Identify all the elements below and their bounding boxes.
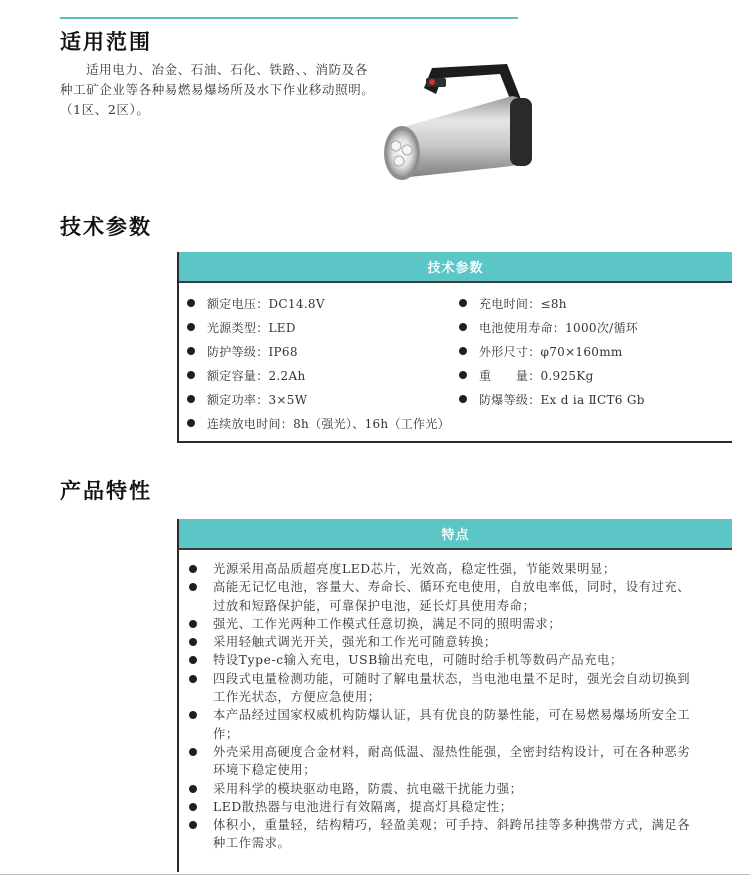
scope-text: 适用电力、冶金、石油、石化、铁路、、消防及各种工矿企业等各种易燃易爆场所及水下作业移动照明。（1区、2区）。 [60, 62, 375, 117]
bullet-icon [459, 395, 467, 403]
features-table [177, 519, 732, 872]
bullet-icon [187, 347, 195, 355]
bullet-icon [459, 347, 467, 355]
bullet-icon [189, 821, 197, 829]
scope-heading: 适用范围 [60, 30, 152, 54]
bullet-icon [189, 711, 197, 719]
features-heading: 产品特性 [60, 479, 152, 503]
bullet-icon [189, 620, 197, 628]
bottom-divider [0, 874, 750, 875]
spec-item: 重 量：0.925Kg [459, 367, 594, 384]
bullet-icon [189, 785, 197, 793]
bullet-icon [459, 371, 467, 379]
spec-item: 防爆等级：Ex d ia ⅡCT6 Gb [459, 391, 645, 408]
list-item: 强光、工作光两种工作模式任意切换，满足不同的照明需求； [189, 615, 703, 633]
spec-item: 电池使用寿命：1000次/循环 [459, 319, 638, 336]
list-item: 采用轻触式调光开关，强光和工作光可随意转换； [189, 633, 703, 651]
bullet-icon [187, 395, 195, 403]
spec-item: 额定容量：2.2Ah [187, 367, 305, 384]
bullet-icon [189, 675, 197, 683]
list-item: 光源采用高品质超亮度LED芯片，光效高，稳定性强，节能效果明显； [189, 560, 703, 578]
bullet-icon [187, 299, 195, 307]
specs-table-header: 技术参数 [179, 252, 732, 283]
bullet-icon [187, 371, 195, 379]
spec-item: 防护等级：IP68 [187, 343, 298, 360]
list-item: 体积小，重量轻，结构精巧，轻盈美观；可手持、斜跨吊挂等多种携带方式，满足各种工作需求。 [189, 816, 703, 853]
spec-item: 光源类型：LED [187, 319, 296, 336]
bullet-icon [189, 803, 197, 811]
bullet-icon [187, 323, 195, 331]
spec-item: 额定功率：3×5W [187, 391, 307, 408]
spec-item: 连续放电时间：8h（强光）、16h（工作光） [187, 415, 450, 432]
list-item: 本产品经过国家权威机构防爆认证，具有优良的防暴性能，可在易燃易爆场所安全工作； [189, 706, 703, 743]
list-item: 特设Type-c输入充电，USB输出充电，可随时给手机等数码产品充电； [189, 651, 703, 669]
bullet-icon [189, 748, 197, 756]
bullet-icon [189, 638, 197, 646]
spec-item: 外形尺寸：φ70×160mm [459, 343, 623, 360]
spec-item: 额定电压：DC14.8V [187, 295, 325, 312]
spec-item: 充电时间：≤8h [459, 295, 567, 312]
top-divider [60, 17, 518, 19]
list-item: 四段式电量检测功能，可随时了解电量状态，当电池电量不足时，强光会自动切换到工作光状态，方便应急使用； [189, 670, 703, 707]
list-item: 高能无记忆电池，容量大、寿命长、循环充电使用，自放电率低，同时，设有过充、过放和短路保护能，可靠保护电池，延长灯具使用寿命； [189, 578, 703, 615]
list-item: 采用科学的模块驱动电路，防震、抗电磁干扰能力强； [189, 780, 703, 798]
bullet-icon [187, 419, 195, 427]
bullet-icon [189, 583, 197, 591]
specs-grid [179, 283, 732, 441]
bullet-icon [459, 299, 467, 307]
bullet-icon [459, 323, 467, 331]
bullet-icon [189, 656, 197, 664]
list-item: 外壳采用高硬度合金材料，耐高低温、湿热性能强，全密封结构设计，可在各种恶劣环境下稳定使用； [189, 743, 703, 780]
flashlight-product-image [372, 60, 552, 205]
features-list [179, 550, 732, 853]
bullet-icon [189, 565, 197, 573]
specs-table [177, 252, 732, 443]
features-table-header: 特点 [179, 519, 732, 550]
list-item: LED散热器与电池进行有效隔离，提高灯具稳定性； [189, 798, 703, 816]
specs-heading: 技术参数 [60, 215, 152, 239]
